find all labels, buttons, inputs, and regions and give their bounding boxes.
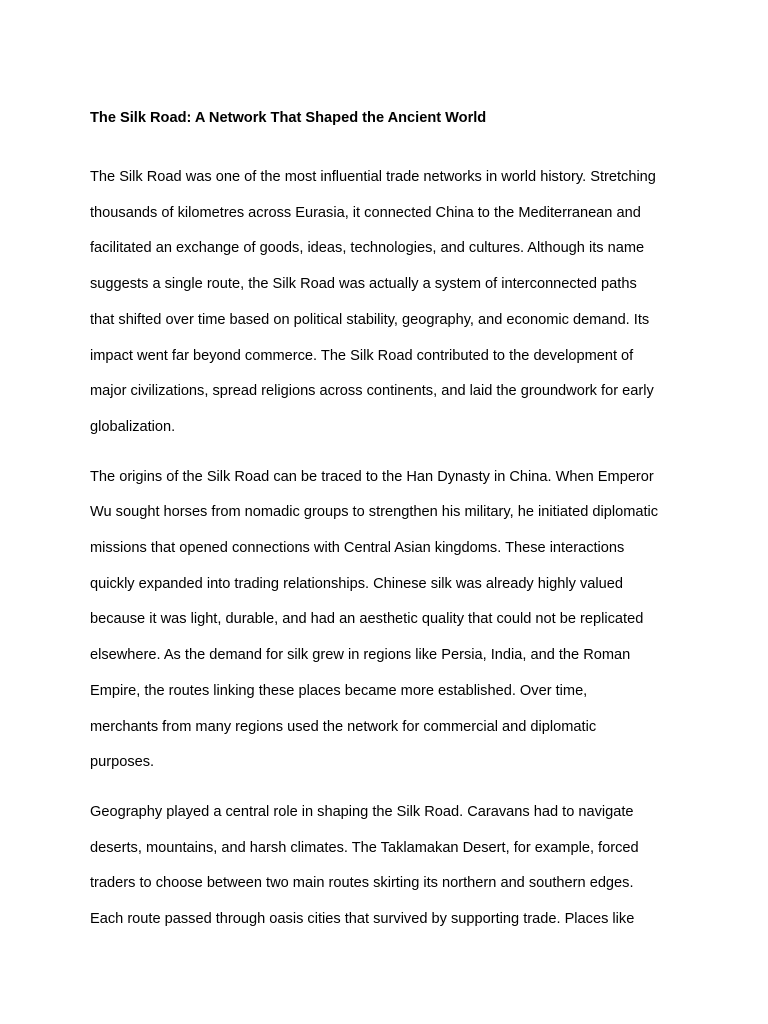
paragraph-line: because it was light, durable, and had an aesthetic quality that could not be replicated xyxy=(90,611,644,628)
paragraph-line: suggests a single route, the Silk Road was actually a system of interconnected paths xyxy=(90,276,637,293)
paragraph-line: impact went far beyond commerce. The Silk Road contributed to the development of xyxy=(90,347,634,364)
document-title: The Silk Road: A Network That Shaped the Ancient World xyxy=(90,110,487,126)
paragraph-line: The origins of the Silk Road can be traced to the Han Dynasty in China. When Emperor xyxy=(90,468,654,485)
paragraph-line: globalization. xyxy=(90,418,176,435)
paragraph-line: Each route passed through oasis cities that survived by supporting trade. Places like xyxy=(90,911,635,928)
paragraph-line: The Silk Road was one of the most influential trade networks in world history. Stretching xyxy=(90,169,656,185)
paragraph-line: traders to choose between two main routes skirting its northern and southern edges. xyxy=(90,875,634,892)
paragraph-1 xyxy=(90,160,690,446)
paragraph-2 xyxy=(90,460,690,781)
paragraph-line: elsewhere. As the demand for silk grew in regions like Persia, India, and the Roman xyxy=(90,647,631,664)
paragraph-line: that shifted over time based on political stability, geography, and economic demand. Its xyxy=(90,311,650,328)
paragraph-line: merchants from many regions used the network for commercial and diplomatic xyxy=(90,718,597,735)
paragraph-line: major civilizations, spread religions across continents, and laid the groundwork for early xyxy=(90,383,654,400)
paragraph-line: thousands of kilometres across Eurasia, it connected China to the Mediterranean and xyxy=(90,204,641,221)
paragraph-line: deserts, mountains, and harsh climates. The Taklamakan Desert, for example, forced xyxy=(90,839,639,856)
paragraph-line: Geography played a central role in shaping the Silk Road. Caravans had to navigate xyxy=(90,803,634,820)
document-page xyxy=(90,108,690,952)
paragraph-line: Wu sought horses from nomadic groups to strengthen his military, he initiated diplomatic xyxy=(90,504,659,521)
paragraph-3 xyxy=(90,795,690,938)
paragraph-line: quickly expanded into trading relationships. Chinese silk was already highly valued xyxy=(90,575,623,592)
paragraph-line: missions that opened connections with Central Asian kingdoms. These interactions xyxy=(90,540,625,557)
paragraph-line: facilitated an exchange of goods, ideas, technologies, and cultures. Although its name xyxy=(90,240,645,257)
paragraph-line: Empire, the routes linking these places became more established. Over time, xyxy=(90,682,588,699)
paragraph-line: purposes. xyxy=(90,754,155,771)
